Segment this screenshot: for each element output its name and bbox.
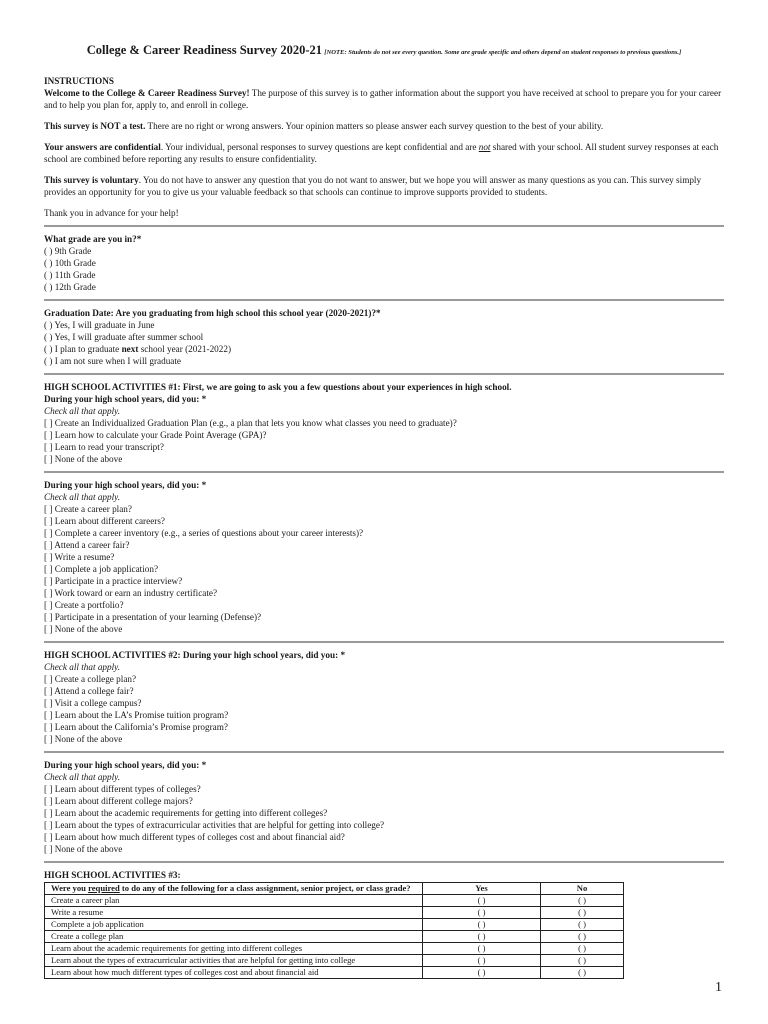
hs-activities-1 — [44, 381, 724, 465]
checkbox-option[interactable]: [ ] Complete a career inventory (e.g., a series of questions about your career interests)? — [44, 528, 364, 538]
vol-text: . You do not have to answer any question that you do not want to answer, but we hope you will answer as many questions as you can. This survey simply provides an opportunity for you to give us your valuable feedback so that schools can continue to improve supports provided to students. — [44, 175, 702, 197]
graduation-option-june[interactable]: ( ) Yes, I will graduate in June — [44, 320, 155, 330]
thanks-text: Thank you in advance for your help! — [44, 208, 179, 218]
divider — [44, 471, 724, 473]
grade-option-10[interactable]: ( ) 10th Grade — [44, 258, 96, 268]
radio-no[interactable]: ( ) — [541, 895, 624, 907]
divider — [44, 373, 724, 375]
checkbox-option[interactable]: [ ] Attend a college fair? — [44, 686, 134, 696]
checkbox-option[interactable]: [ ] None of the above — [44, 624, 123, 634]
hs2-hint: Check all that apply. — [44, 662, 121, 672]
checkbox-option[interactable]: [ ] Learn about how much different types of colleges cost and about financial aid? — [44, 832, 345, 842]
hs1b-hint: Check all that apply. — [44, 492, 121, 502]
confidential-paragraph — [44, 141, 724, 165]
table-header-row — [45, 883, 624, 895]
row-label: Complete a job application — [45, 919, 423, 931]
hs2b-hint: Check all that apply. — [44, 772, 121, 782]
divider — [44, 751, 724, 753]
radio-yes[interactable]: ( ) — [423, 895, 541, 907]
table-question-header — [45, 883, 423, 895]
divider — [44, 641, 724, 643]
graduation-opt3-pre: ( ) I plan to graduate — [44, 344, 122, 354]
hs-activities-2b — [44, 759, 724, 855]
welcome-paragraph — [44, 87, 724, 111]
hs-activities-3 — [44, 869, 724, 979]
hs1-hint: Check all that apply. — [44, 406, 121, 416]
radio-no[interactable]: ( ) — [541, 967, 624, 979]
row-label: Write a resume — [45, 907, 423, 919]
table-row — [45, 943, 624, 955]
conf-bold: Your answers are confidential — [44, 142, 161, 152]
welcome-bold: Welcome to the College & Career Readiness Survey! — [44, 88, 250, 98]
checkbox-option[interactable]: [ ] Write a resume? — [44, 552, 115, 562]
hs3-heading: HIGH SCHOOL ACTIVITIES #3: — [44, 870, 181, 880]
radio-yes[interactable]: ( ) — [423, 907, 541, 919]
required-activities-table — [44, 882, 624, 979]
checkbox-option[interactable]: [ ] Create an Individualized Graduation Plan (e.g., a plan that lets you know what classes you need to graduate)? — [44, 418, 457, 428]
checkbox-option[interactable]: [ ] Create a portfolio? — [44, 600, 124, 610]
checkbox-option[interactable]: [ ] Learn to read your transcript? — [44, 442, 164, 452]
test-text: There are no right or wrong answers. Your opinion matters so please answer each survey question to the best of your ability. — [145, 121, 604, 131]
conf-text-1: . Your individual, personal responses to survey questions are kept confidential and are — [160, 142, 479, 152]
graduation-opt3-bold: next — [121, 344, 139, 354]
radio-yes[interactable]: ( ) — [423, 955, 541, 967]
divider — [44, 299, 724, 301]
checkbox-option[interactable]: [ ] Participate in a practice interview? — [44, 576, 183, 586]
hs2b-question: During your high school years, did you: * — [44, 760, 207, 770]
page-number: 1 — [715, 980, 722, 995]
table-row — [45, 955, 624, 967]
conf-not: not — [478, 142, 491, 152]
survey-page — [44, 44, 724, 979]
hs-activities-2 — [44, 649, 724, 745]
test-bold: This survey is NOT a test. — [44, 121, 146, 131]
table-q-pre: Were you — [51, 883, 89, 894]
survey-title: College & Career Readiness Survey 2020-21 — [86, 43, 322, 57]
row-label: Create a college plan — [45, 931, 423, 943]
vol-bold: This survey is voluntary — [44, 175, 139, 185]
checkbox-option[interactable]: [ ] None of the above — [44, 454, 123, 464]
radio-yes[interactable]: ( ) — [423, 967, 541, 979]
radio-yes[interactable]: ( ) — [423, 931, 541, 943]
grade-question-title: What grade are you in?* — [44, 234, 142, 244]
checkbox-option[interactable]: [ ] Learn how to calculate your Grade Point Average (GPA)? — [44, 430, 267, 440]
column-header-no: No — [541, 883, 624, 895]
welcome-text: The purpose of this survey is to gather information about the support you have received at school to prepare you for your career and to help you plan for, apply to, and enroll in college. — [44, 88, 722, 110]
checkbox-option[interactable]: [ ] Visit a college campus? — [44, 698, 142, 708]
graduation-option-summer[interactable]: ( ) Yes, I will graduate after summer school — [44, 332, 204, 342]
table-q-post: to do any of the following for a class assignment, senior project, or class grade? — [119, 883, 411, 894]
checkbox-option[interactable]: [ ] Create a college plan? — [44, 674, 137, 684]
grade-option-9[interactable]: ( ) 9th Grade — [44, 246, 92, 256]
grade-option-11[interactable]: ( ) 11th Grade — [44, 270, 96, 280]
instructions-heading: INSTRUCTIONS — [44, 76, 114, 86]
checkbox-option[interactable]: [ ] Learn about the LA’s Promise tuition program? — [44, 710, 229, 720]
instructions-section — [44, 75, 724, 219]
radio-yes[interactable]: ( ) — [423, 919, 541, 931]
checkbox-option[interactable]: [ ] Learn about different types of colleges? — [44, 784, 201, 794]
table-row — [45, 931, 624, 943]
not-a-test-paragraph — [44, 120, 724, 132]
hs-activities-1b — [44, 479, 724, 635]
conf-text-2: shared with your school. All student survey responses at each school are combined before reporting any results to ensure confidentiality. — [44, 142, 719, 164]
radio-no[interactable]: ( ) — [541, 907, 624, 919]
checkbox-option[interactable]: [ ] Learn about different careers? — [44, 516, 165, 526]
checkbox-option[interactable]: [ ] Complete a job application? — [44, 564, 159, 574]
voluntary-paragraph — [44, 174, 724, 198]
column-header-yes: Yes — [423, 883, 541, 895]
table-row — [45, 967, 624, 979]
hs1b-question: During your high school years, did you: * — [44, 480, 207, 490]
graduation-question-title: Graduation Date: Are you graduating from high school this school year (2020-2021)?* — [44, 308, 381, 318]
survey-note: [NOTE: Students do not see every question. Some are grade specific and others depend on student responses to previous questions.] — [324, 49, 682, 56]
checkbox-option[interactable]: [ ] Learn about different college majors? — [44, 796, 193, 806]
checkbox-option[interactable]: [ ] Learn about the academic requirements for getting into different colleges? — [44, 808, 328, 818]
divider — [44, 861, 724, 863]
radio-no[interactable]: ( ) — [541, 931, 624, 943]
document-title — [44, 44, 724, 59]
hs2-question: HIGH SCHOOL ACTIVITIES #2: During your high school years, did you: * — [44, 650, 346, 660]
row-label: Learn about how much different types of colleges cost and about financial aid — [45, 967, 423, 979]
checkbox-option[interactable]: [ ] None of the above — [44, 734, 123, 744]
row-label: Learn about the academic requirements for getting into different colleges — [45, 943, 423, 955]
checkbox-option[interactable]: [ ] Attend a career fair? — [44, 540, 130, 550]
checkbox-option[interactable]: [ ] Participate in a presentation of your learning (Defense)? — [44, 612, 262, 622]
checkbox-option[interactable]: [ ] Learn about the types of extracurricular activities that are helpful for getting into college? — [44, 820, 385, 830]
radio-no[interactable]: ( ) — [541, 943, 624, 955]
hs1-heading: HIGH SCHOOL ACTIVITIES #1: First, we are going to ask you a few questions about your experiences in high school. — [44, 382, 512, 392]
checkbox-option[interactable]: [ ] Create a career plan? — [44, 504, 132, 514]
table-row — [45, 895, 624, 907]
radio-no[interactable]: ( ) — [541, 919, 624, 931]
radio-no[interactable]: ( ) — [541, 955, 624, 967]
hs1-question: During your high school years, did you: * — [44, 394, 207, 404]
radio-yes[interactable]: ( ) — [423, 943, 541, 955]
graduation-question — [44, 307, 724, 367]
table-q-required: required — [88, 883, 120, 894]
table-row — [45, 907, 624, 919]
graduation-option-next-year[interactable] — [44, 343, 724, 355]
table-row — [45, 919, 624, 931]
graduation-opt3-post: school year (2021-2022) — [138, 344, 232, 354]
row-label: Learn about the types of extracurricular activities that are helpful for getting into college — [45, 955, 423, 967]
graduation-option-unsure[interactable]: ( ) I am not sure when I will graduate — [44, 356, 182, 366]
row-label: Create a career plan — [45, 895, 423, 907]
checkbox-option[interactable]: [ ] Learn about the California’s Promise program? — [44, 722, 228, 732]
divider — [44, 225, 724, 227]
checkbox-option[interactable]: [ ] Work toward or earn an industry certificate? — [44, 588, 218, 598]
checkbox-option[interactable]: [ ] None of the above — [44, 844, 123, 854]
grade-question — [44, 233, 724, 293]
grade-option-12[interactable]: ( ) 12th Grade — [44, 282, 96, 292]
